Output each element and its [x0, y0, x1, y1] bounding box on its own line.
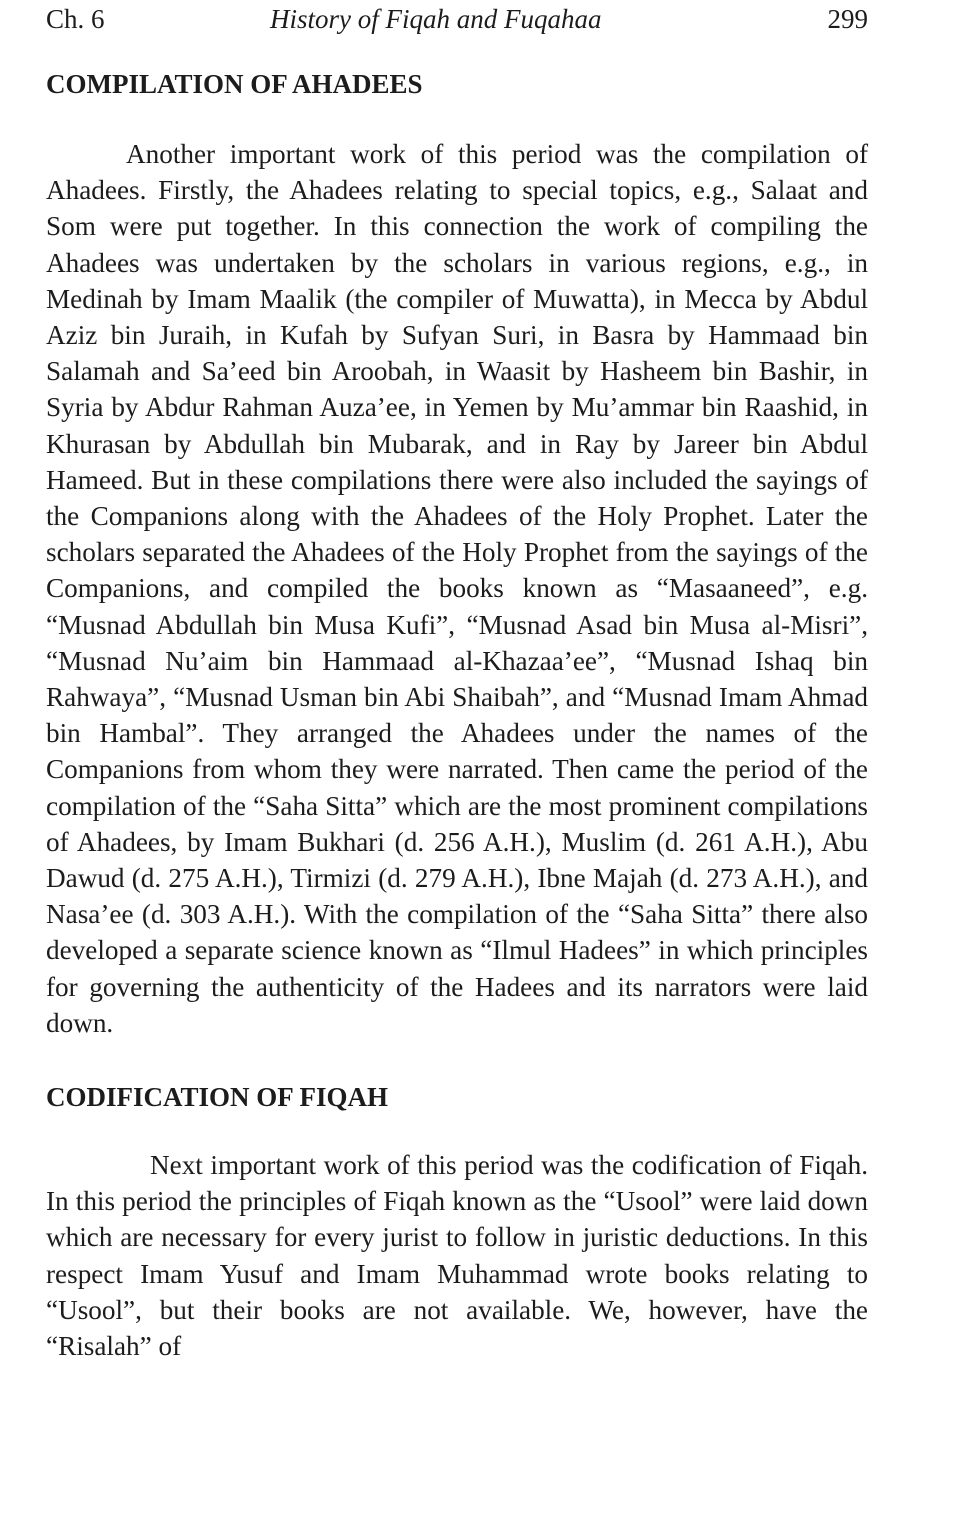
paragraph-codification: Next important work of this period was the codification of Fiqah. In this period the principles of Fiqah known as the “Usool” were laid down which are necessary for every jurist to follow in juristic deductions. In this respect Imam Yusuf and Imam Muhammad wrote books relating to “Usool”, but their books are not available. We, however, have the “Risalah” of [46, 1150, 868, 1362]
chapter-label: Ch. 6 [46, 4, 105, 34]
section-heading-compilation: COMPILATION OF AHADEES [46, 69, 423, 99]
section-heading-codification: CODIFICATION OF FIQAH [46, 1082, 389, 1113]
book-title: History of Fiqah and Fuqahaa [270, 4, 602, 34]
page-number: 299 [827, 4, 868, 34]
running-head [46, 0, 868, 38]
paragraph-compilation: Another important work of this period was the compilation of Ahadees. Firstly, the Ahadees relating to special topics, e.g., Salaat and Som were put together. In this connection the work of compiling the Ahadees was undertaken by the scholars in various regions, e.g., in Medinah by Imam Maalik (the compiler of Muwatta), in Mecca by Abdul Aziz bin Juraih, in Kufah by Sufyan Suri, in Basra by Hammaad bin Salamah and Sa’eed bin Aroobah, in Waasit by Hasheem bin Bashir, in Syria by Abdur Rahman Auza’ee, in Yemen by Mu’ammar bin Raashid, in Khurasan by Abdullah bin Mubarak, and in Ray by Jareer bin Abdul Hameed. But in these compilations there were also included the sayings of the Companions along with the Ahadees of the Holy Prophet. Later the scholars separated the Ahadees of the Holy Prophet from the sayings of the Companions, and compiled the books known as “Masaaneed”, e.g. “Musnad Abdullah bin Musa Kufi”, “Musnad Asad bin Musa al-Misri”, “Musnad Nu’aim bin Hammaad al-Khazaa’ee”, “Musnad Ishaq bin Rahwaya”, “Musnad Usman bin Abi Shaibah”, and “Musnad Imam Ahmad bin Hambal”. They arranged the Ahadees under the names of the Companions from whom they were narrated. Then came the period of the compilation of the “Saha Sitta” which are the most prominent compilations of Ahadees, by Imam Bukhari (d. 256 A.H.), Muslim (d. 261 A.H.), Abu Dawud (d. 275 A.H.), Tirmizi (d. 279 A.H.), Ibne Majah (d. 273 A.H.), and Nasa’ee (d. 303 A.H.). With the compilation of the “Saha Sitta” there also developed a separate science known as “Ilmul Hadees” in which principles for governing the authenticity of the Hadees and its narrators were laid down. [46, 139, 868, 1038]
